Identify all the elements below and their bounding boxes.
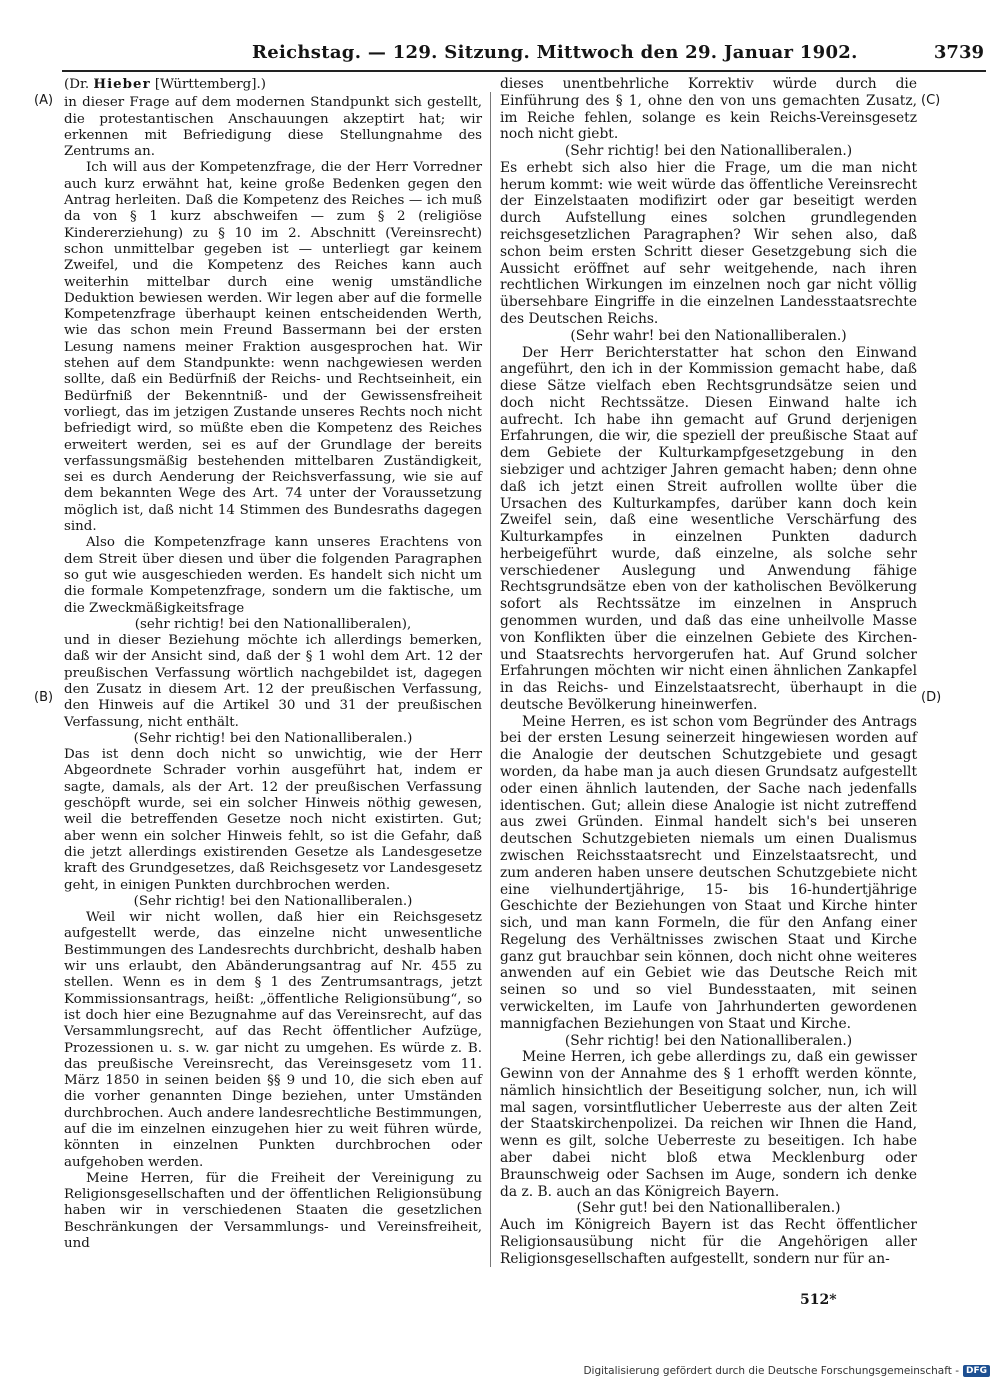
paragraph: Meine Herren, ich gebe allerdings zu, daß ein gewisser Gewinn von der Annahme des § 1 erhofft werden könnte, nämlich hinsichtlich der Beseitigung solcher, nun, ich will mal sagen, vorsintflutlicher Ueberreste aus der alten Zeit der Staatskirchenpolizei. Da reichen wir Ihnen die Hand, wenn es gilt, solche Ueberreste zu beseitigen. Ich habe aber dabei nicht bloß etwa Mecklenburg oder Braunschweig oder Sachsen im Auge, sondern ich denke da z. B. auch an das Königreich Bayern. — [500, 1049, 917, 1200]
paragraph: Also die Kompetenzfrage kann unseres Erachtens von dem Streit über diesen und über die folgenden Paragraphen so gut wie ausgeschieden werden. Es handelt sich nicht um die formale Kompetenzfrage, sondern um die faktische, um die Zweckmäßigkeitsfrage — [64, 535, 482, 616]
interjection: (sehr richtig! bei den Nationalliberalen), — [134, 616, 412, 632]
margin-marker-b: (B) — [34, 690, 54, 705]
paragraph: dieses unentbehrliche Korrektiv würde durch die Einführung des § 1, ohne den von uns gemachten Zusatz, im Reiche fehlen, solange es kein Reichs-Vereinsgesetz noch nicht giebt. — [500, 76, 917, 143]
margin-marker-c: (C) — [921, 93, 941, 108]
margin-marker-d: (D) — [921, 690, 942, 705]
signature-mark: 512* — [800, 1292, 837, 1308]
interjection: (Sehr richtig! bei den Nationalliberalen.) — [564, 143, 853, 160]
margin-marker-a: (A) — [34, 93, 54, 108]
right-column — [500, 76, 917, 1267]
paragraph: Meine Herren, es ist schon vom Begründer des Antrags bei der ersten Lesung seinerzeit hingewiesen worden auf die Analogie der deutschen Schutzgebiete und gesagt worden, da habe man ja auch diesen Grundsatz aufgestellt oder einen ähnlich lautenden, der Sache nach jedenfalls identischen. Gut; allein diese Analogie ist nicht zutreffend aus zwei Gründen. Einmal handelt sich's bei unseren deutschen Schutzgebieten niemals um einen Dualismus zwischen Reichsstaatsrecht und Einzelstaatsrecht, und zum anderen haben unsere deutschen Schutzgebiete nicht eine vielhundertjährige, 15- bis 16-hundertjährige Geschichte der Beziehungen von Staat und Kirche hinter sich, und man kann Formeln, die für den Anfang einer Regelung des Verhältnisses zwischen Staat und Kirche ganz gut brauchbar sein können, doch nicht ohne weiteres anwenden auf ein Gebiet wie das Deutsche Reich mit seinen so und so viel Bundesstaaten, mit seinen verwickelten, im Laufe von Jahrhunderten gewordenen mannigfachen Beziehungen von Staat und Kirche. — [500, 713, 917, 1032]
paragraph: Auch im Königreich Bayern ist das Recht öffentlicher Religionsausübung nicht für die Angehörigen aller Religionsgesellschaften aufgestellt, sondern nur für an- — [500, 1217, 917, 1267]
speaker-prefix: (Dr. — [64, 77, 90, 92]
interjection: (Sehr richtig! bei den Nationalliberalen.) — [133, 893, 413, 909]
speaker-line — [64, 76, 482, 93]
paragraph: Es erhebt sich also hier die Frage, um die man nicht herum kommt: wie weit würde das öffentliche Vereinsrecht der Einzelstaaten modifizirt oder gar beseitigt werden durch Aufstellung eines solchen grundlegenden reichsgesetzlichen Paragraphen? Wir sehen also, daß schon beim ersten Schritt dieser Gesetzgebung sich die Aussicht eröffnet auf sehr weitgehende, nach ihren rechtlichen Wirkungen im einzelnen noch gar nicht völlig übersehbare Eingriffe in die einzelnen Landesstaatsrechte des Deutschen Reichs. — [500, 159, 917, 327]
interjection: (Sehr gut! bei den Nationalliberalen.) — [576, 1200, 841, 1217]
page-header — [252, 38, 986, 68]
header-rule — [62, 70, 986, 72]
paragraph: Ich will aus der Kompetenzfrage, die der Herr Vorredner auch kurz erwähnt hat, keine große Bedenken gegen den Antrag herleiten. Daß die Kompetenz des Reiches — ich muß da von § 1 kurz abschweifen — zum § 2 (religiöse Kindererziehung) zu § 10 im 2. Abschnitt (Vereinsrecht) schon unmittelbar gegeben ist — unterliegt gar keinem Zweifel, und die Kompetenz des Reiches kann auch weiterhin mittelbar durch eine wenig umständliche Deduktion bewiesen werden. Wir legen aber auf die formelle Kompetenzfrage überhaupt keinen entscheidenden Werth, wie das schon mein Freund Bassermann bei der ersten Lesung namens meiner Fraktion ausgesprochen hat. Wir stehen auf dem Standpunkte: wenn nachgewiesen werden sollte, daß ein Bedürfniß der Reichs- und Rechtseinheit, ein Bedürfniß der Bekenntniß- und der Gewissensfreiheit vorliegt, das im jetzigen Zustande unseres Rechts noch nicht befriedigt wird, so müßte eben die Kompetenz des Reiches erweitert werden, sei es auf der Grundlage der bereits verfassungsmäßig bestehenden mittelbaren Zuständigkeit, sei es durch Aenderung der Reichsverfassung, wie sie auf dem bekannten Wege des Art. 74 unter der Voraussetzung möglich ist, daß nicht 14 Stimmen des Bundesraths dagegen sind. — [64, 160, 482, 535]
speaker-name: Hieber — [93, 76, 151, 92]
paragraph: Der Herr Berichterstatter hat schon den Einwand angeführt, den ich in der Kommission gemacht habe, daß diese Sätze vielfach eben Rechtsgrundsätze seien und doch nicht Rechtssätze. Diesen Einwand halte ich aufrecht. Ich habe ihn gemacht auf Grund derjenigen Erfahrungen, die wir, die speziell der preußische Staat auf dem Gebiete der Kulturkampfgesetzgebung in den siebziger und achtziger Jahren gemacht haben; denn ohne daß ich jetzt einen Streit aufrollen wollte über die Ursachen des Kulturkampfes, darüber kann doch kein Zweifel sein, daß eine wesentliche Verschärfung des Kulturkampfes in einzelnen Punkten dadurch herbeigeführt wurde, daß einzelne, als solche sehr verschiedener Auslegung und Anwendung fähige Rechtsgrundsätze eben von der katholischen Bevölkerung sofort als Rechtssätze im einzelnen in Anspruch genommen wurden, und daß das eine unheilvolle Masse von Konflikten über die einzelnen Gebiete des Kirchen- und Staatsrechts hervorgerufen hat. Auf Grund solcher Erfahrungen möchten wir nicht einen ähnlichen Zankapfel in das Reichs- und Einzelstaatsrecht, überhaupt in die deutsche Bevölkerung hineinwerfen. — [500, 344, 917, 713]
interjection: (Sehr wahr! bei den Nationalliberalen.) — [570, 327, 847, 344]
left-column — [64, 76, 482, 1252]
header-title: Reichstag. — 129. Sitzung. Mittwoch den 29. Januar 1902. — [252, 42, 858, 63]
page-number: 3739 — [933, 42, 984, 63]
footer-credit — [583, 1363, 990, 1379]
paragraph: Meine Herren, für die Freiheit der Vereinigung zu Religionsgesellschaften und der öffentlichen Religionsübung haben wir in verschiedenen Staaten die gesetzlichen Beschränkungen der Versammlungs- und Vereinsfreiheit, und — [64, 1170, 482, 1252]
paragraph: in dieser Frage auf dem modernen Standpunkt sich gestellt, die protestantischen Anschauungen akzeptirt hat; wir erkennen mit Befriedigung diese Stellungnahme des Zentrums an. — [64, 95, 482, 160]
speaker-suffix: [Württemberg].) — [154, 77, 266, 92]
paragraph: Das ist denn doch nicht so unwichtig, wie der Herr Abgeordnete Schrader vorhin ausgeführt hat, indem er sagte, damals, als der Art. 12 der preußischen Verfassung geschöpft wurde, sei ein solcher Hinweis nöthig gewesen, weil die betreffenden Gesetze noch nicht existirten. Gut; aber wenn ein solcher Hinweis fehlt, so ist die Gefahr, daß die jetzt allerdings existirenden Gesetze als Landesgesetze kraft des Grundgesetzes, daß Reichsgesetz vor Landesgesetz geht, in einigen Punkten durchbrochen werden. — [64, 747, 482, 893]
interjection: (Sehr richtig! bei den Nationalliberalen.) — [564, 1032, 853, 1049]
paragraph: Weil wir nicht wollen, daß hier ein Reichsgesetz aufgestellt werde, das einzelne nicht unwesentliche Bestimmungen des Landesrechts durchbricht, deshalb haben wir uns erlaubt, den Abänderungsantrag auf Nr. 455 zu stellen. Wenn es in dem § 1 des Zentrumsantrags, jetzt Kommissionsantrags, heißt: „öffentliche Religionsübung“, so ist doch hier eine Bezugnahme auf das Vereinsrecht, auf das Versammlungsrecht, auf das Recht öffentlicher Aufzüge, Prozessionen u. s. w. gar nicht zu umgehen. Es würde z. B. das preußische Vereinsrecht, das Vereinsgesetz vom 11. März 1850 in seinen beiden §§ 9 und 10, die sich eben auf die vorher genannten Dinge beziehen, unter Umständen durchbrochen. Auch andere landesrechtliche Bestimmungen, auf die im einzelnen einzugehen hier zu weit führen würde, könnten in einzelnen Punkten durchbrochen oder aufgehoben werden. — [64, 910, 482, 1170]
paragraph: und in dieser Beziehung möchte ich allerdings bemerken, daß wir der Ansicht sind, daß der § 1 wohl dem Art. 12 der preußischen Verfassung wörtlich nachgebildet ist, dagegen den Zusatz in diesem Art. 12 der preußischen Verfassung, den Hinweis auf die Artikel 30 und 31 der preußischen Verfassung, nicht enthält. — [64, 633, 482, 730]
footer-text: Digitalisierung gefördert durch die Deutsche Forschungsgemeinschaft - — [583, 1365, 959, 1377]
interjection: (Sehr richtig! bei den Nationalliberalen.) — [133, 730, 413, 746]
dfg-logo: DFG — [963, 1365, 990, 1377]
column-divider — [490, 92, 491, 1267]
